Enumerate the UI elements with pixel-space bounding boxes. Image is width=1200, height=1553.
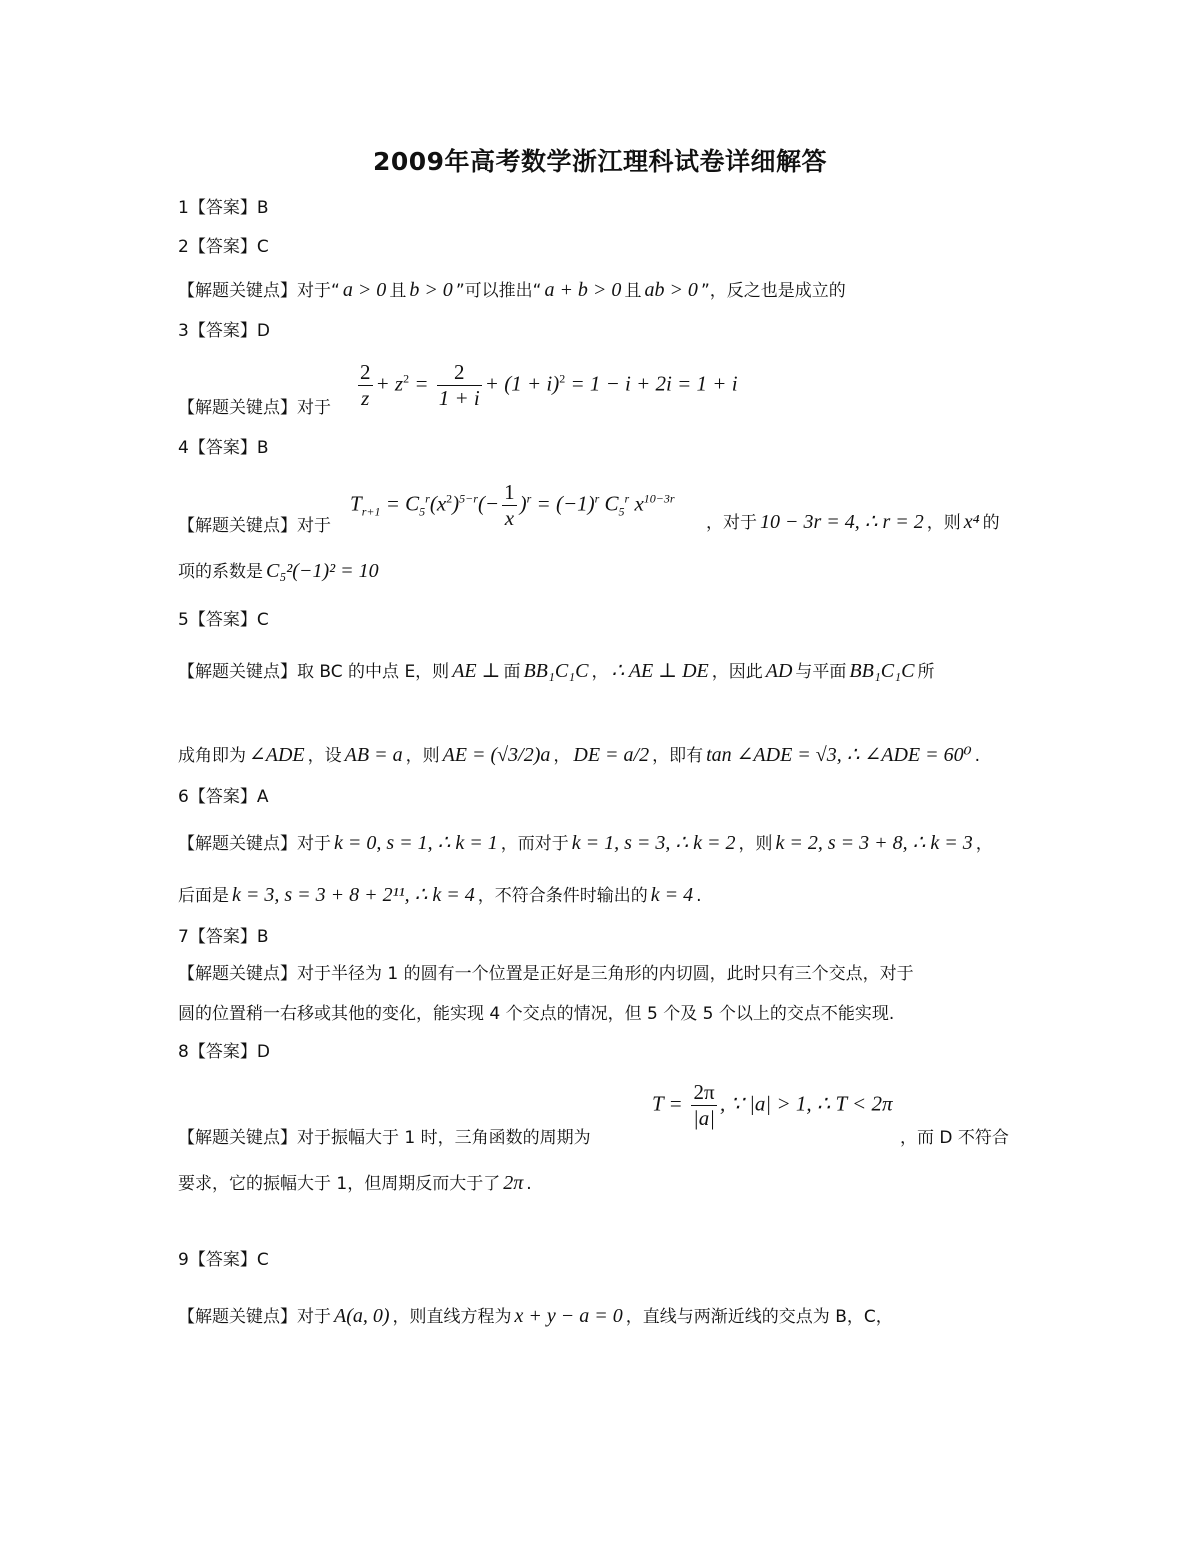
answer-9: 9【答案】C [178,1250,269,1270]
document-title: 2009年高考数学浙江理科试卷详细解答 [372,147,828,176]
solution-5: 【解题关键点】取 BC 的中点 E，则 AE ⊥ 面 BB₁C₁C ， ∴ AE ⊥ DE ，因此 AD 与平面 BB₁C₁C 所 [178,660,935,682]
solution-4: 【解题关键点】对于 [178,516,331,536]
solution-4-cont: ，对于 10 − 3r = 4, ∴ r = 2 ，则 x⁴ 的 [706,511,1000,533]
answer-2: 2【答案】C [178,237,269,257]
answer-7: 7【答案】B [178,927,269,947]
answer-3: 3【答案】D [178,321,270,341]
formula-3: $\frac{2}{z}$ + $z^2$ = $\frac{2}{1 + i}$ + $(1 + i)^2 = 1 - i + 2i = 1 + i$ [360,360,738,410]
answer-6: 6【答案】A [178,787,269,807]
solution-8-cont: ，而 D 不符合 [900,1128,1009,1148]
formula-8: T = $\frac{2\pi}{|a|}$ , ∵ |a| > 1, ∴ T < 2π [652,1080,893,1130]
solution-2: 【解题关键点】对于“ a > 0 且 b > 0 ”可以推出“ a + b > 0 且 ab > 0 ”，反之也是成立的 [178,279,846,301]
solution-8-line2: 要求，它的振幅大于 1，但周期反而大于了 2π . [178,1172,532,1194]
answer-1: 1【答案】B [178,198,269,218]
solution-7-line2: 圆的位置稍一右移或其他的变化，能实现 4 个交点的情况，但 5 个及 5 个以上的交点不能实现. [178,1004,895,1024]
answer-4: 4【答案】B [178,438,269,458]
solution-6: 【解题关键点】对于 k = 0, s = 1, ∴ k = 1 ，而对于 k = 1, s = 3, ∴ k = 2 ，则 k = 2, s = 3 + 8, ∴ k = 3 ， [178,832,993,854]
solution-6-line2: 后面是 k = 3, s = 3 + 8 + 2¹¹, ∴ k = 4 ，不符合条件时输出的 k = 4 . [178,884,702,906]
answer-5: 5【答案】C [178,610,269,630]
formula-4: $T_{r+1} = C_5^r(x^2)^{5-r}(-$ $\frac{1}{x}$ )$^r = (-1)^r$ $C_5^r$ $x^{10-3r}$ [350,480,675,530]
solution-7: 【解题关键点】对于半径为 1 的圆有一个位置是正好是三角形的内切圆，此时只有三个交点，对于 [178,964,914,984]
solution-3: 【解题关键点】对于 [178,398,331,418]
solution-5-line2: 成角即为 ∠ADE ，设 AB = a ，则 AE = (√3/2)a ， DE = a/2 ，即有 tan ∠ADE = √3, ∴ ∠ADE = 60⁰ . [178,744,981,766]
solution-8: 【解题关键点】对于振幅大于 1 时，三角函数的周期为 [178,1128,591,1148]
solution-9: 【解题关键点】对于 A(a, 0) ，则直线方程为 x + y − a = 0 ，直线与两渐近线的交点为 B，C， [178,1305,893,1327]
solution-4-line2: 项的系数是 C₅²(−1)² = 10 [178,560,379,582]
answer-8: 8【答案】D [178,1042,270,1062]
